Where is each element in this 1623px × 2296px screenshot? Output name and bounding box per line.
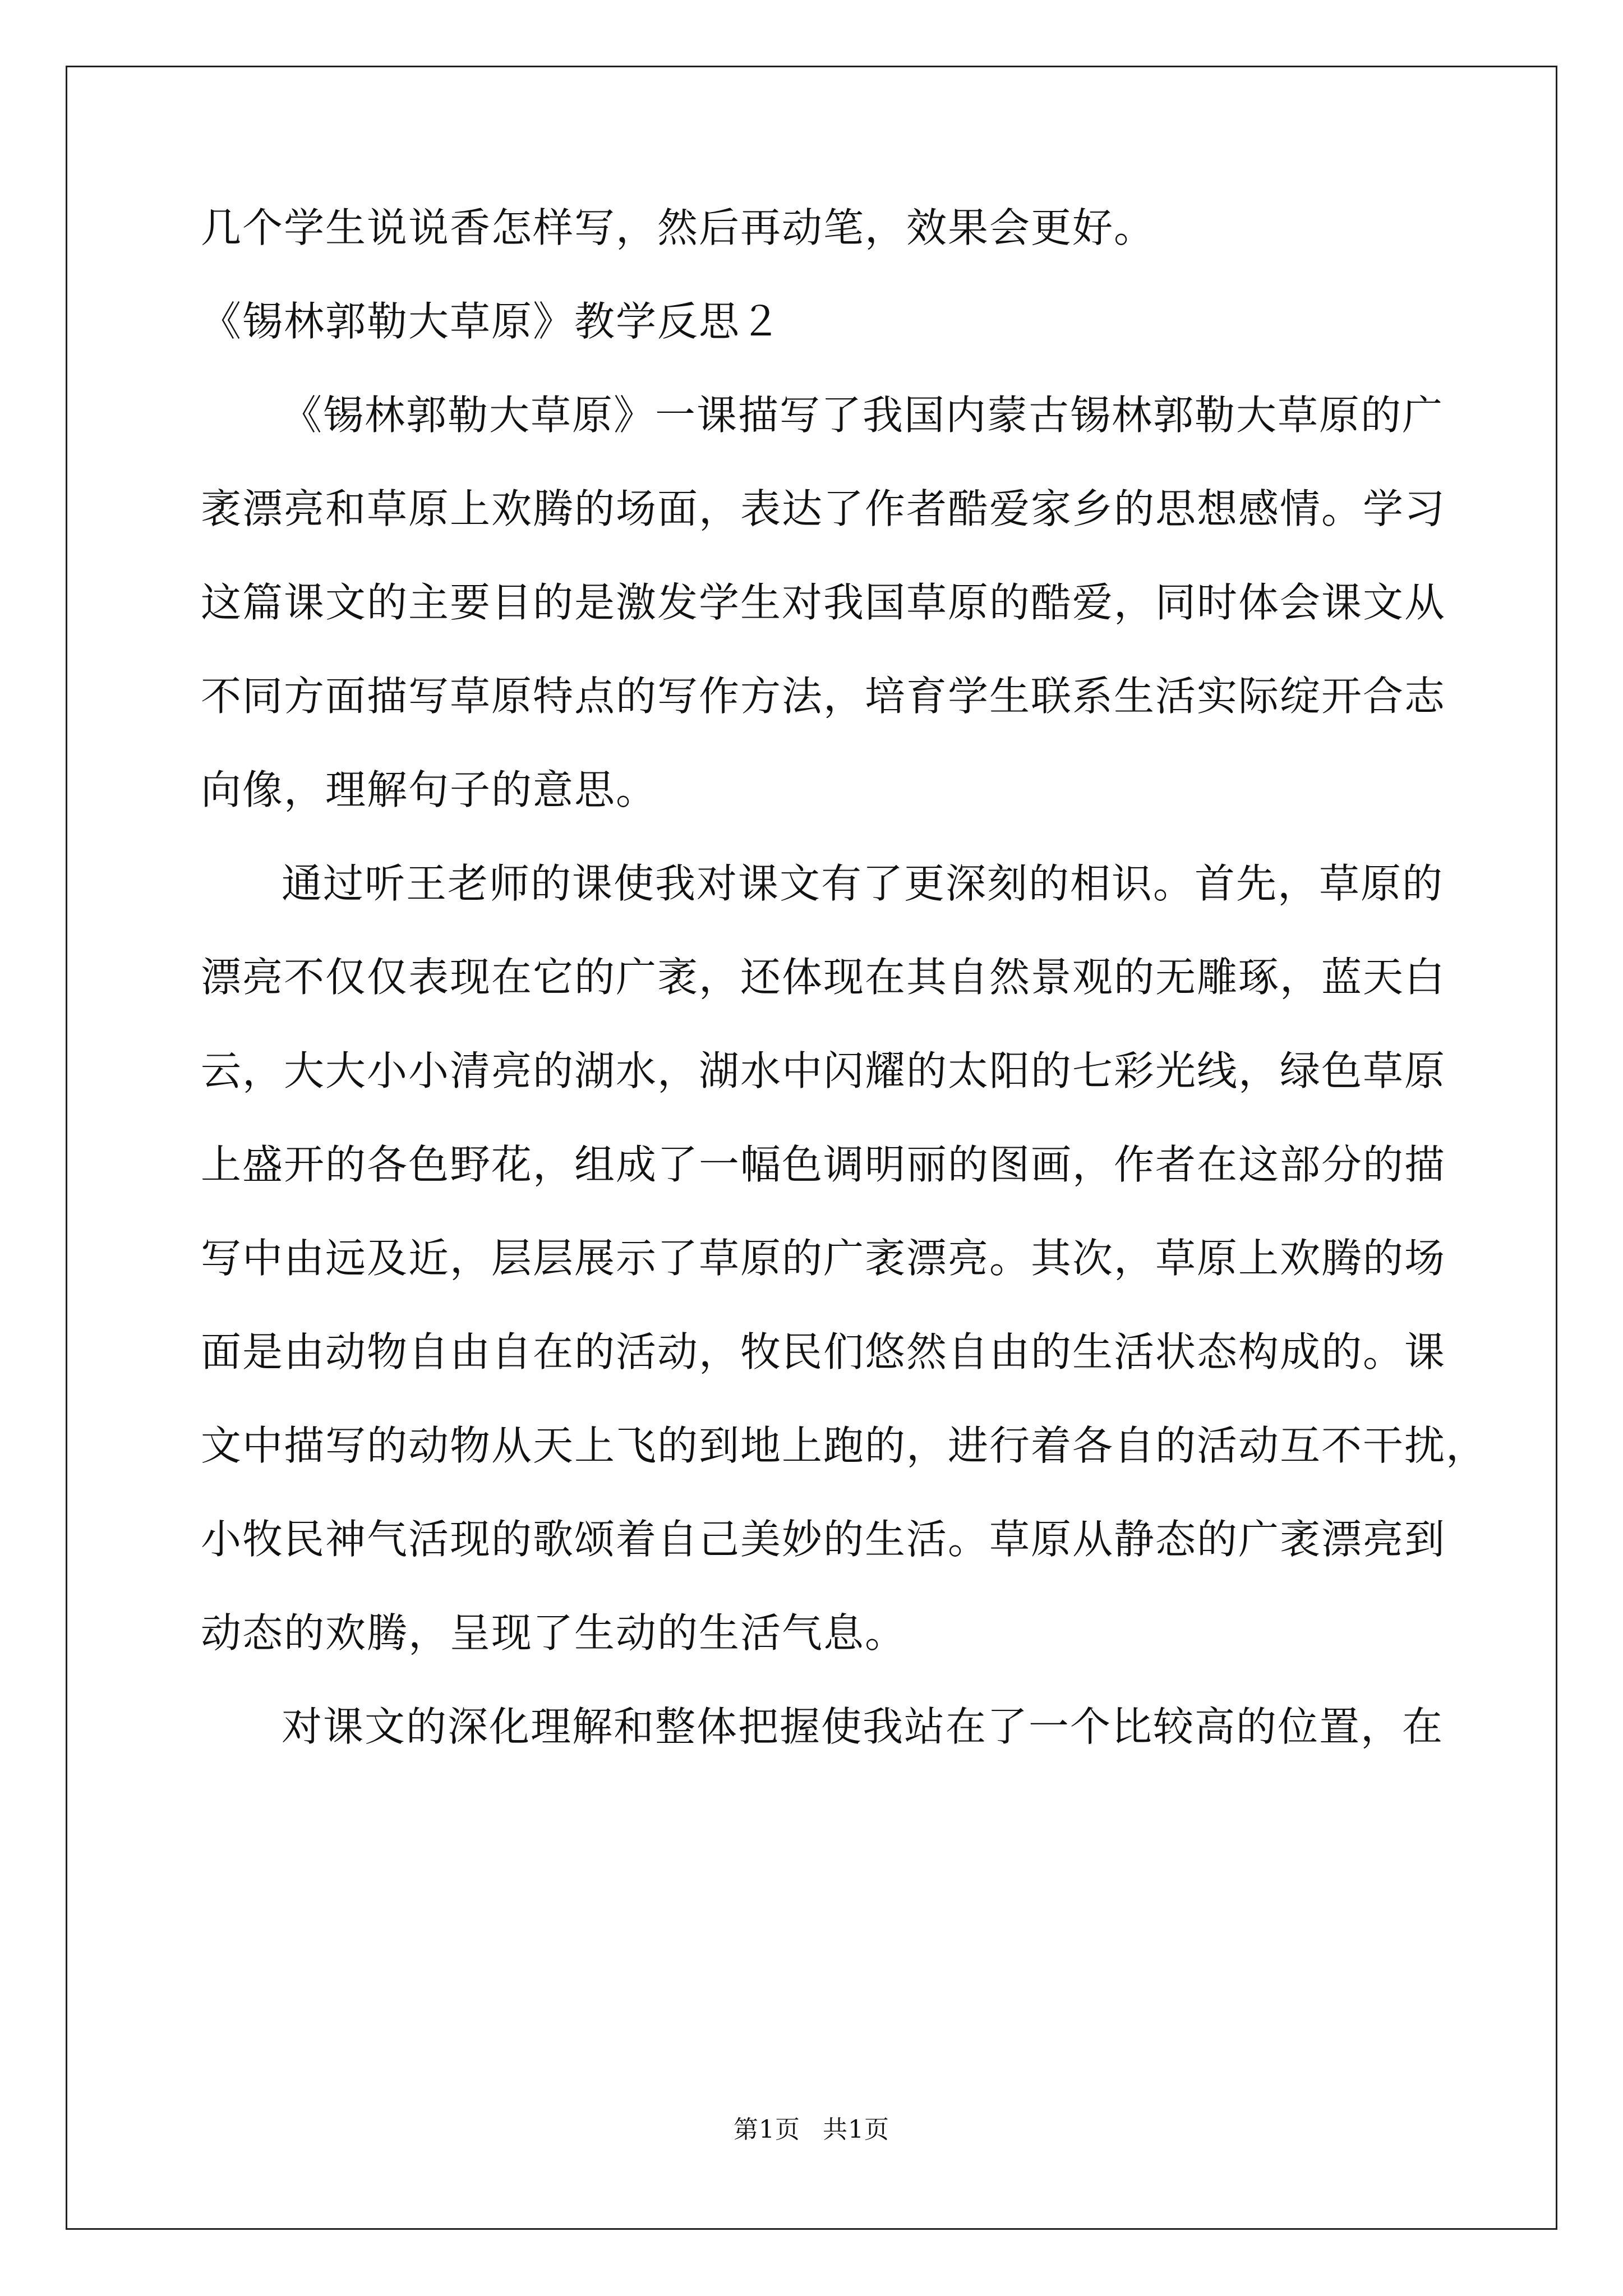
text-line: 不同方面描写草原特点的写作方法，培育学生联系生活实际绽开合志 [201,673,1446,720]
text-line: 云，大大小小清亮的湖水，湖水中闪耀的太阳的七彩光线，绿色草原 [201,1047,1446,1094]
text-line: 文中描写的动物从天上飞的到地上跑的，进行着各自的活动互不干扰， [201,1422,1488,1469]
page-footer [0,2115,1623,2144]
page-total: 共1页 [823,2115,889,2144]
text-line: 通过听王老师的课使我对课文有了更深刻的相识。首先，草原的 [282,860,1444,907]
document-body [201,204,1488,1750]
text-line: 袤漂亮和草原上欢腾的场面，表达了作者酷爱家乡的思想感情。学习 [201,485,1446,532]
text-line: 向像，理解句子的意思。 [201,766,658,813]
text-line: 上盛开的各色野花，组成了一幅色调明丽的图画，作者在这部分的描 [201,1141,1446,1188]
text-line: 动态的欢腾，呈现了生动的生活气息。 [201,1609,907,1657]
text-line: 这篇课文的主要目的是激发学生对我国草原的酷爱，同时体会课文从 [201,579,1446,626]
text-line: 小牧民神气活现的歌颂着自己美妙的生活。草原从静态的广袤漂亮到 [201,1516,1446,1563]
text-line: 漂亮不仅仅表现在它的广袤，还体现在其自然景观的无雕琢，蓝天白 [201,954,1446,1001]
text-line: 几个学生说说香怎样写，然后再动笔，效果会更好。 [201,204,1156,251]
text-line: 对课文的深化理解和整体把握使我站在了一个比较高的位置，在 [282,1703,1444,1750]
text-line: 面是由动物自由自在的活动，牧民们悠然自由的生活状态构成的。课 [201,1328,1446,1375]
text-line: 写中由远及近，层层展示了草原的广袤漂亮。其次，草原上欢腾的场 [201,1235,1446,1282]
text-line: 《锡林郭勒大草原》一课描写了我国内蒙古锡林郭勒大草原的广 [282,392,1444,439]
section-title: 《锡林郭勒大草原》教学反思２ [201,298,782,345]
page-number: 第1页 [734,2115,800,2144]
